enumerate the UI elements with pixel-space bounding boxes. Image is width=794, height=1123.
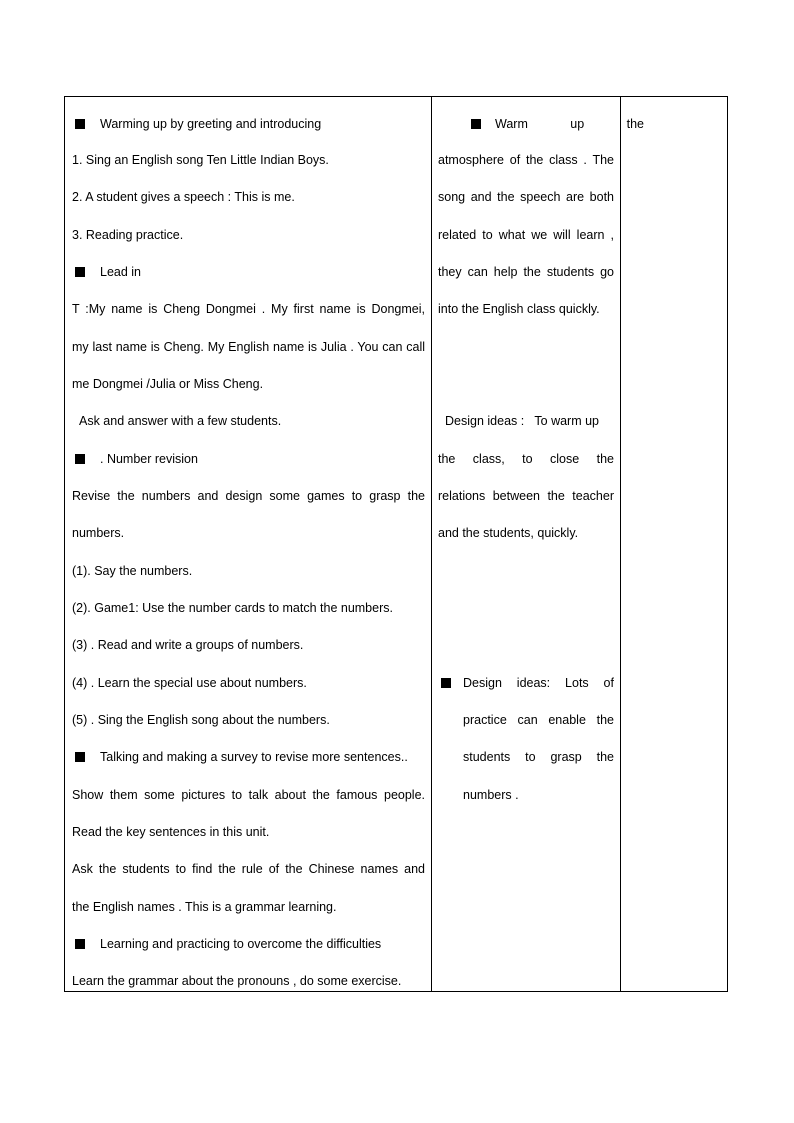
- paragraph-line: Revise the numbers and design some games to grasp the: [72, 489, 425, 503]
- section-heading: Lead in: [72, 262, 425, 282]
- paragraph-line: and the students, quickly.: [438, 526, 579, 540]
- paragraph-line: Ask and answer with a few students.: [79, 414, 282, 428]
- square-bullet-icon: [75, 119, 85, 129]
- paragraph-line: practice can enable the: [463, 713, 614, 727]
- section-heading: . Number revision: [72, 449, 425, 469]
- activities-cell: [72, 97, 425, 991]
- paragraph-line: the English names . This is a grammar learning.: [72, 900, 337, 914]
- list-item: 1. Sing an English song Ten Little Indian Boys.: [72, 153, 329, 167]
- paragraph-line: atmosphere of the class . The: [438, 153, 614, 167]
- purposes-cell: [438, 97, 644, 991]
- list-item: (4) . Learn the special use about numbers.: [72, 676, 307, 690]
- square-bullet-icon: [471, 119, 481, 129]
- list-item: 3. Reading practice.: [72, 228, 184, 242]
- list-item: (1). Say the numbers.: [72, 564, 193, 578]
- paragraph-line: Design ideas : To warm up: [445, 414, 600, 428]
- section-heading: Warming up by greeting and introducing: [72, 114, 425, 134]
- list-item: (2). Game1: Use the number cards to match the numbers.: [72, 601, 393, 615]
- paragraph-line: T :My name is Cheng Dongmei . My first name is Dongmei,: [72, 302, 425, 316]
- paragraph-line: Learn the grammar about the pronouns , do some exercise.: [72, 974, 402, 988]
- paragraph-line: Ask the students to find the rule of the Chinese names and: [72, 862, 425, 876]
- paragraph-line: numbers.: [72, 526, 125, 540]
- paragraph-line: me Dongmei /Julia or Miss Cheng.: [72, 377, 264, 391]
- square-bullet-icon: [441, 678, 451, 688]
- purpose-first-line: Warm up the: [468, 114, 614, 134]
- notes-cell: [626, 97, 722, 991]
- paragraph-line: into the English class quickly.: [438, 302, 600, 316]
- paragraph-line: numbers .: [463, 788, 519, 802]
- list-item: 2. A student gives a speech : This is me.: [72, 190, 295, 204]
- paragraph-line: the class, to close the: [438, 452, 614, 466]
- paragraph-line: song and the speech are both: [438, 190, 614, 204]
- square-bullet-icon: [75, 939, 85, 949]
- paragraph-line: relations between the teacher: [438, 489, 614, 503]
- purpose-first-line: Design ideas: Lots of: [438, 673, 614, 693]
- square-bullet-icon: [75, 454, 85, 464]
- list-item: (5) . Sing the English song about the numbers.: [72, 713, 330, 727]
- square-bullet-icon: [75, 752, 85, 762]
- paragraph-line: Show them some pictures to talk about the famous people.: [72, 788, 425, 802]
- paragraph-line: related to what we will learn ,: [438, 228, 614, 242]
- section-heading: Learning and practicing to overcome the difficulties: [72, 934, 425, 954]
- column-divider: [620, 97, 621, 991]
- paragraph-line: Read the key sentences in this unit.: [72, 825, 270, 839]
- paragraph-line: students to grasp the: [463, 750, 614, 764]
- paragraph-line: they can help the students go: [438, 265, 614, 279]
- section-heading: Talking and making a survey to revise more sentences..: [72, 747, 425, 767]
- square-bullet-icon: [75, 267, 85, 277]
- column-divider: [431, 97, 432, 991]
- lesson-table: [64, 96, 728, 992]
- paragraph-line: my last name is Cheng. My English name is Julia . You can call: [72, 340, 425, 354]
- list-item: (3) . Read and write a groups of numbers.: [72, 638, 304, 652]
